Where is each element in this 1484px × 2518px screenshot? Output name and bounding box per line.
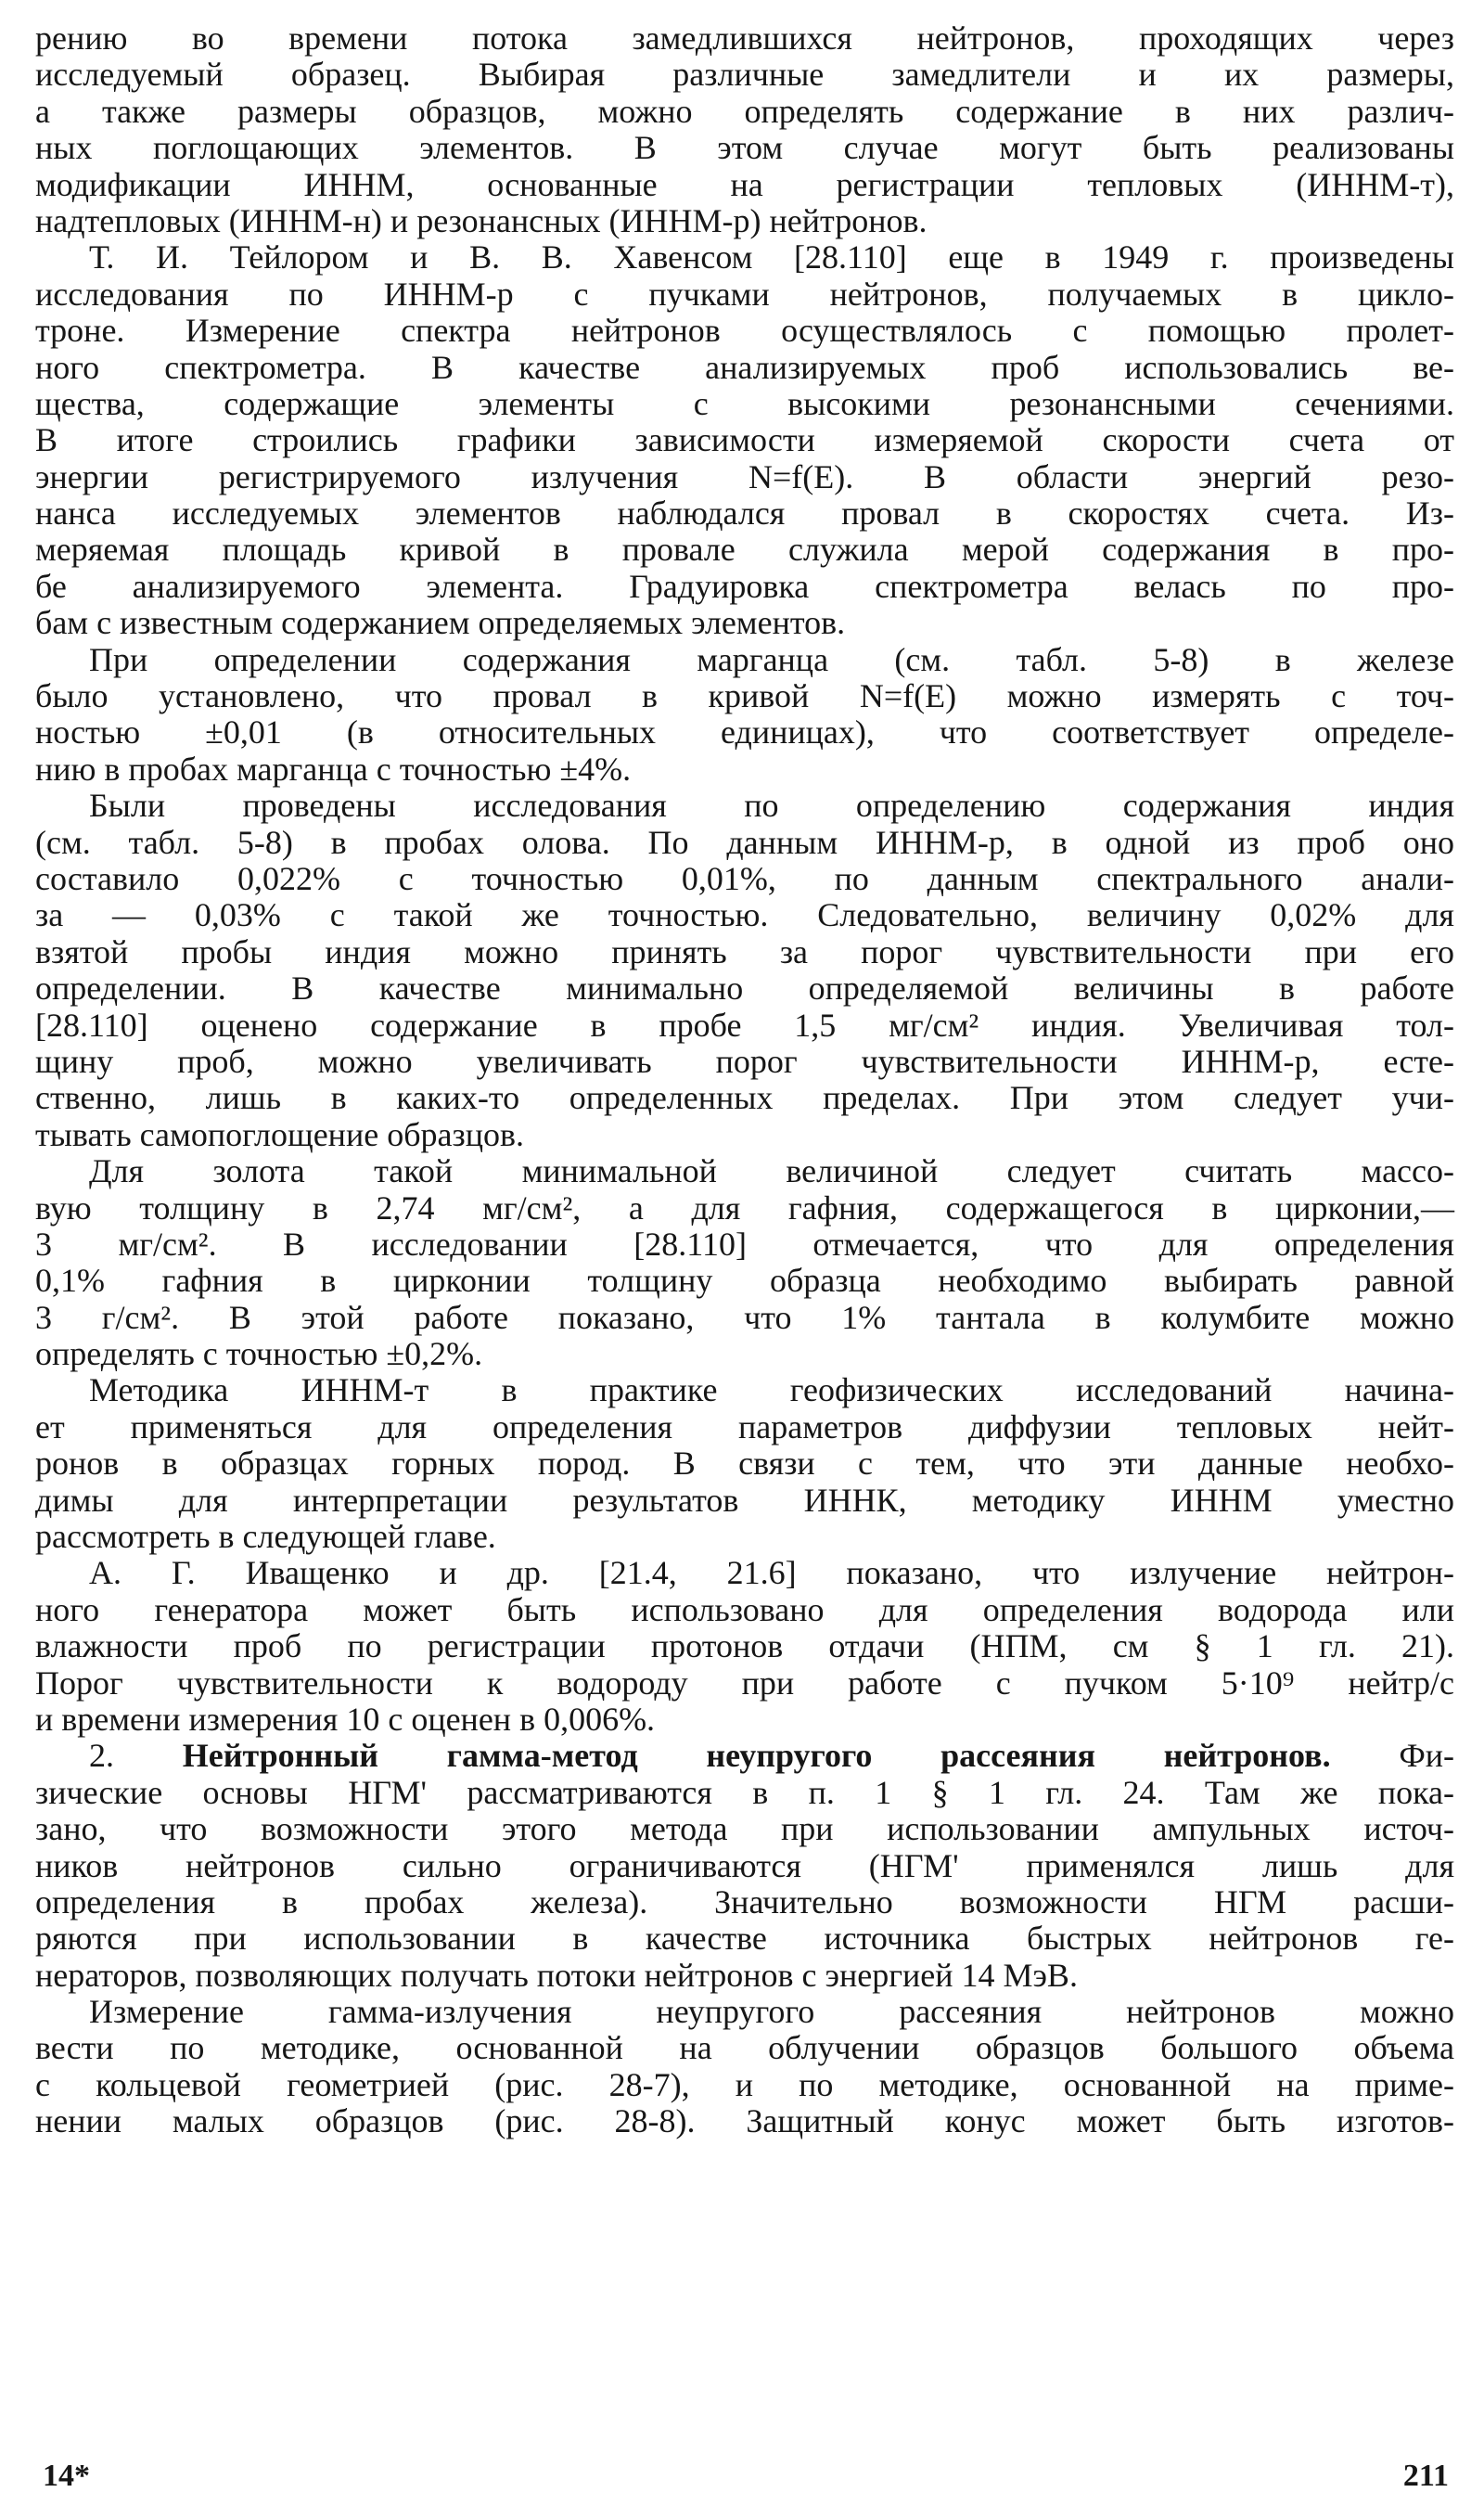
- text-line: ряются при использовании в качестве источника быстрых нейтронов ге-: [35, 1920, 1454, 1958]
- text-line: рассмотреть в следующей главе.: [35, 1518, 496, 1556]
- text-line: 3 г/см². В этой работе показано, что 1% тантала в колумбите можно: [35, 1298, 1454, 1336]
- text-line: Были проведены исследования по определению содержания индия: [89, 787, 1454, 825]
- text-line: исследуемый образец. Выбирая различные замедлители и их размеры,: [35, 56, 1454, 94]
- text-line: 0,1% гафния в цирконии толщину образца необходимо выбирать равной: [35, 1262, 1454, 1300]
- text-line: составило 0,022% с точностью 0,01%, по данным спектрального анали-: [35, 859, 1454, 897]
- text-line: бе анализируемого элемента. Градуировка спектрометра велась по про-: [35, 567, 1454, 605]
- text-line: Измерение гамма-излучения неупругого рассеяния нейтронов можно: [89, 1993, 1454, 2031]
- text-line: ного генератора может быть использовано для определения водорода или: [35, 1590, 1454, 1628]
- text-line: определении. В качестве минимально определяемой величины в работе: [35, 970, 1454, 1008]
- text-line: было установлено, что провал в кривой N=f(E) можно измерять с точ-: [35, 677, 1454, 715]
- text-line: ных поглощающих элементов. В этом случае могут быть реализованы: [35, 129, 1454, 167]
- text-line: ного спектрометра. В качестве анализируемых проб использовались ве-: [35, 348, 1454, 386]
- text-line: зано, что возможности этого метода при использовании ампульных источ-: [35, 1810, 1454, 1848]
- text-line: При определении содержания марганца (см. табл. 5-8) в железе: [89, 640, 1454, 678]
- text-line: А. Г. Иващенко и др. [21.4, 21.6] показано, что излучение нейтрон-: [89, 1554, 1454, 1592]
- text-line: ет применяться для определения параметров диффузии тепловых нейт-: [35, 1407, 1454, 1445]
- text-line: ственно, лишь в каких-то определенных пределах. При этом следует учи-: [35, 1079, 1454, 1117]
- text-line: ностью ±0,01 (в относительных единицах), что соответствует определе-: [35, 713, 1454, 752]
- text-line: модификации ИННМ, основанные на регистрации тепловых (ИННМ-т),: [35, 165, 1454, 203]
- text-line: щества, содержащие элементы с высокими резонансными сечениями.: [35, 384, 1454, 422]
- paragraph: [35, 1994, 1454, 2140]
- paragraph: [35, 239, 1454, 641]
- text-line: тывать самопоглощение образцов.: [35, 1115, 524, 1153]
- text-line: ронов в образцах горных пород. В связи с тем, что эти данные необхо-: [35, 1445, 1454, 1483]
- text-line: зические основы НГМ' рассматриваются в п. 1 § 1 гл. 24. Там же пока-: [35, 1773, 1454, 1811]
- text-line: В итоге строились графики зависимости измеряемой скорости счета от: [35, 421, 1454, 459]
- text-line: за — 0,03% с такой же точностью. Следовательно, величину 0,02% для: [35, 896, 1454, 934]
- text-line: взятой пробы индия можно принять за порог чувствительности при его: [35, 932, 1454, 970]
- text-line: Для золота такой минимальной величиной следует считать массо-: [89, 1152, 1454, 1190]
- section-heading: Нейтронный гамма-метод неупругого рассеяния нейтронов.: [182, 1737, 1331, 1775]
- text-line: нераторов, позволяющих получать потоки нейтронов с энергией 14 МэВ.: [35, 1956, 1078, 1994]
- text-line: Порог чувствительности к водороду при работе с пучком 5·10⁹ нейтр/с: [35, 1664, 1454, 1702]
- text-line: рению во времени потока замедлившихся нейтронов, проходящих через: [35, 19, 1454, 57]
- text-line: меряемая площадь кривой в провале служила мерой содержания в про-: [35, 531, 1454, 569]
- text-line: влажности проб по регистрации протонов отдачи (НПМ, см § 1 гл. 21).: [35, 1627, 1454, 1665]
- paragraph: [35, 1372, 1454, 1555]
- text-line: Т. И. Тейлором и В. В. Хавенсом [28.110] еще в 1949 г. произведены: [89, 238, 1454, 276]
- text-line: бам с известным содержанием определяемых элементов.: [35, 604, 846, 642]
- text-line: (см. табл. 5-8) в пробах олова. По данным ИННМ-р, в одной из проб оно: [35, 823, 1454, 861]
- text-line: троне. Измерение спектра нейтронов осуществлялось с помощью пролет-: [35, 312, 1454, 350]
- text-line: определять с точностью ±0,2%.: [35, 1335, 483, 1373]
- signature-mark: 14*: [43, 2459, 90, 2493]
- text-line: димы для интерпретации результатов ИННК, методику ИННМ уместно: [35, 1481, 1454, 1519]
- text-line: ников нейтронов сильно ограничиваются (НГМ' применялся лишь для: [35, 1846, 1454, 1884]
- page-number: 211: [1402, 2459, 1449, 2493]
- text-line: а также размеры образцов, можно определять содержание в них различ-: [35, 92, 1454, 130]
- page-footer: [43, 2459, 1449, 2496]
- paragraph: [35, 788, 1454, 1153]
- text-line: щину проб, можно увеличивать порог чувствительности ИННМ-р, есте-: [35, 1042, 1454, 1080]
- text-line: Методика ИННМ-т в практике геофизических исследований начина-: [89, 1371, 1454, 1409]
- text-line: и времени измерения 10 с оценен в 0,006%.: [35, 1700, 656, 1738]
- text-line: нию в пробах марганца с точностью ±4%.: [35, 750, 632, 788]
- text-line: вую толщину в 2,74 мг/см², а для гафния, содержащегося в цирконии,—: [35, 1188, 1454, 1227]
- text-line: [28.110] оценено содержание в пробе 1,5 мг/см² индия. Увеличивая тол-: [35, 1006, 1454, 1044]
- paragraph: [35, 1738, 1454, 1994]
- document-body: [35, 20, 1454, 2140]
- text-line: энергии регистрируемого излучения N=f(E). В области энергий резо-: [35, 457, 1454, 495]
- text-line: нанса исследуемых элементов наблюдался провал в скоростях счета. Из-: [35, 495, 1454, 533]
- text-line: с кольцевой геометрией (рис. 28-7), и по методике, основанной на приме-: [35, 2065, 1454, 2103]
- paragraph: [35, 1153, 1454, 1372]
- text-line: 3 мг/см². В исследовании [28.110] отмечается, что для определения: [35, 1225, 1454, 1263]
- text-line: нении малых образцов (рис. 28-8). Защитный конус может быть изготов-: [35, 2102, 1454, 2140]
- text-line: исследования по ИННМ-р с пучками нейтронов, получаемых в цикло-: [35, 275, 1454, 313]
- paragraph: [35, 20, 1454, 239]
- paragraph: [35, 1555, 1454, 1738]
- text-line: определения в пробах железа). Значительно возможности НГМ расши-: [35, 1882, 1454, 1921]
- text-line: 2. Нейтронный гамма-метод неупругого рассеяния нейтронов. Фи-: [89, 1737, 1455, 1775]
- paragraph: [35, 642, 1454, 789]
- text-line: надтепловых (ИННМ-н) и резонансных (ИННМ-р) нейтронов.: [35, 201, 928, 239]
- text-line: вести по методике, основанной на облучении образцов большого объема: [35, 2029, 1454, 2067]
